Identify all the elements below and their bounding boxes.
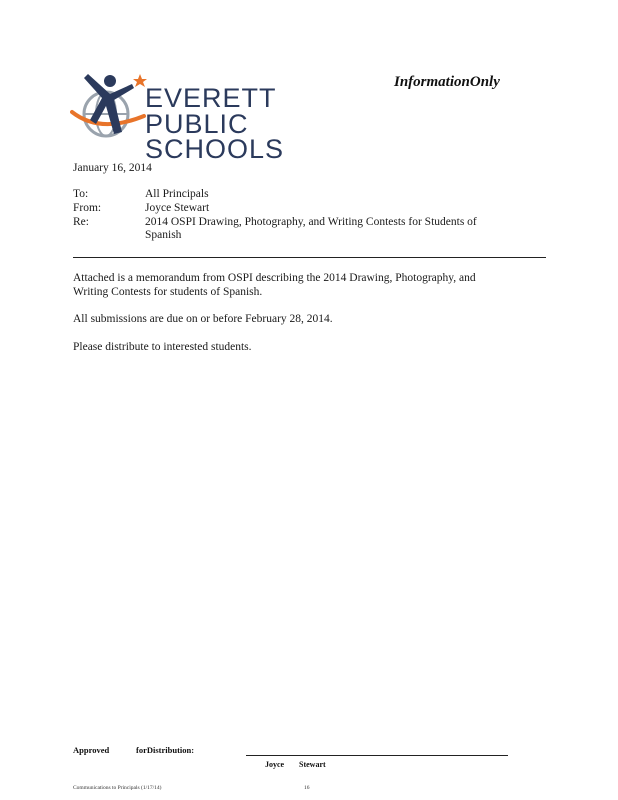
from-value: Joyce Stewart: [145, 202, 210, 214]
signature-line: [246, 755, 508, 756]
signer-first-name: Joyce: [265, 760, 285, 769]
page-number: 16: [304, 785, 310, 791]
signer-last-name: Stewart: [299, 760, 326, 769]
re-value-line2: Spanish: [145, 229, 182, 241]
document-reference: Communications to Principals (1/17/14): [73, 785, 162, 791]
logo-text-everett: EVERETT: [145, 83, 277, 113]
logo-text-public: PUBLIC: [145, 109, 249, 139]
re-value-line1: 2014 OSPI Drawing, Photography, and Writing Contests for Students of: [145, 216, 477, 228]
logo-text-schools: SCHOOLS: [145, 134, 285, 164]
from-label: From:: [73, 202, 102, 214]
to-value: All Principals: [145, 188, 209, 200]
body-para1-line2: Writing Contests for students of Spanish.: [73, 286, 263, 298]
header-divider: [73, 257, 546, 258]
re-label: Re:: [73, 216, 89, 228]
district-logo-icon: [70, 72, 150, 144]
memo-date: January 16, 2014: [73, 162, 152, 174]
approved-label: Approved: [73, 745, 110, 755]
body-para2: All submissions are due on or before February 28, 2014.: [73, 313, 333, 325]
to-label: To:: [73, 188, 89, 200]
information-only-notice: InformationOnly: [394, 74, 500, 90]
body-para3: Please distribute to interested students.: [73, 341, 252, 353]
body-para1-line1: Attached is a memorandum from OSPI describing the 2014 Drawing, Photography, and: [73, 272, 476, 284]
for-distribution-label: forDistribution:: [136, 745, 195, 755]
